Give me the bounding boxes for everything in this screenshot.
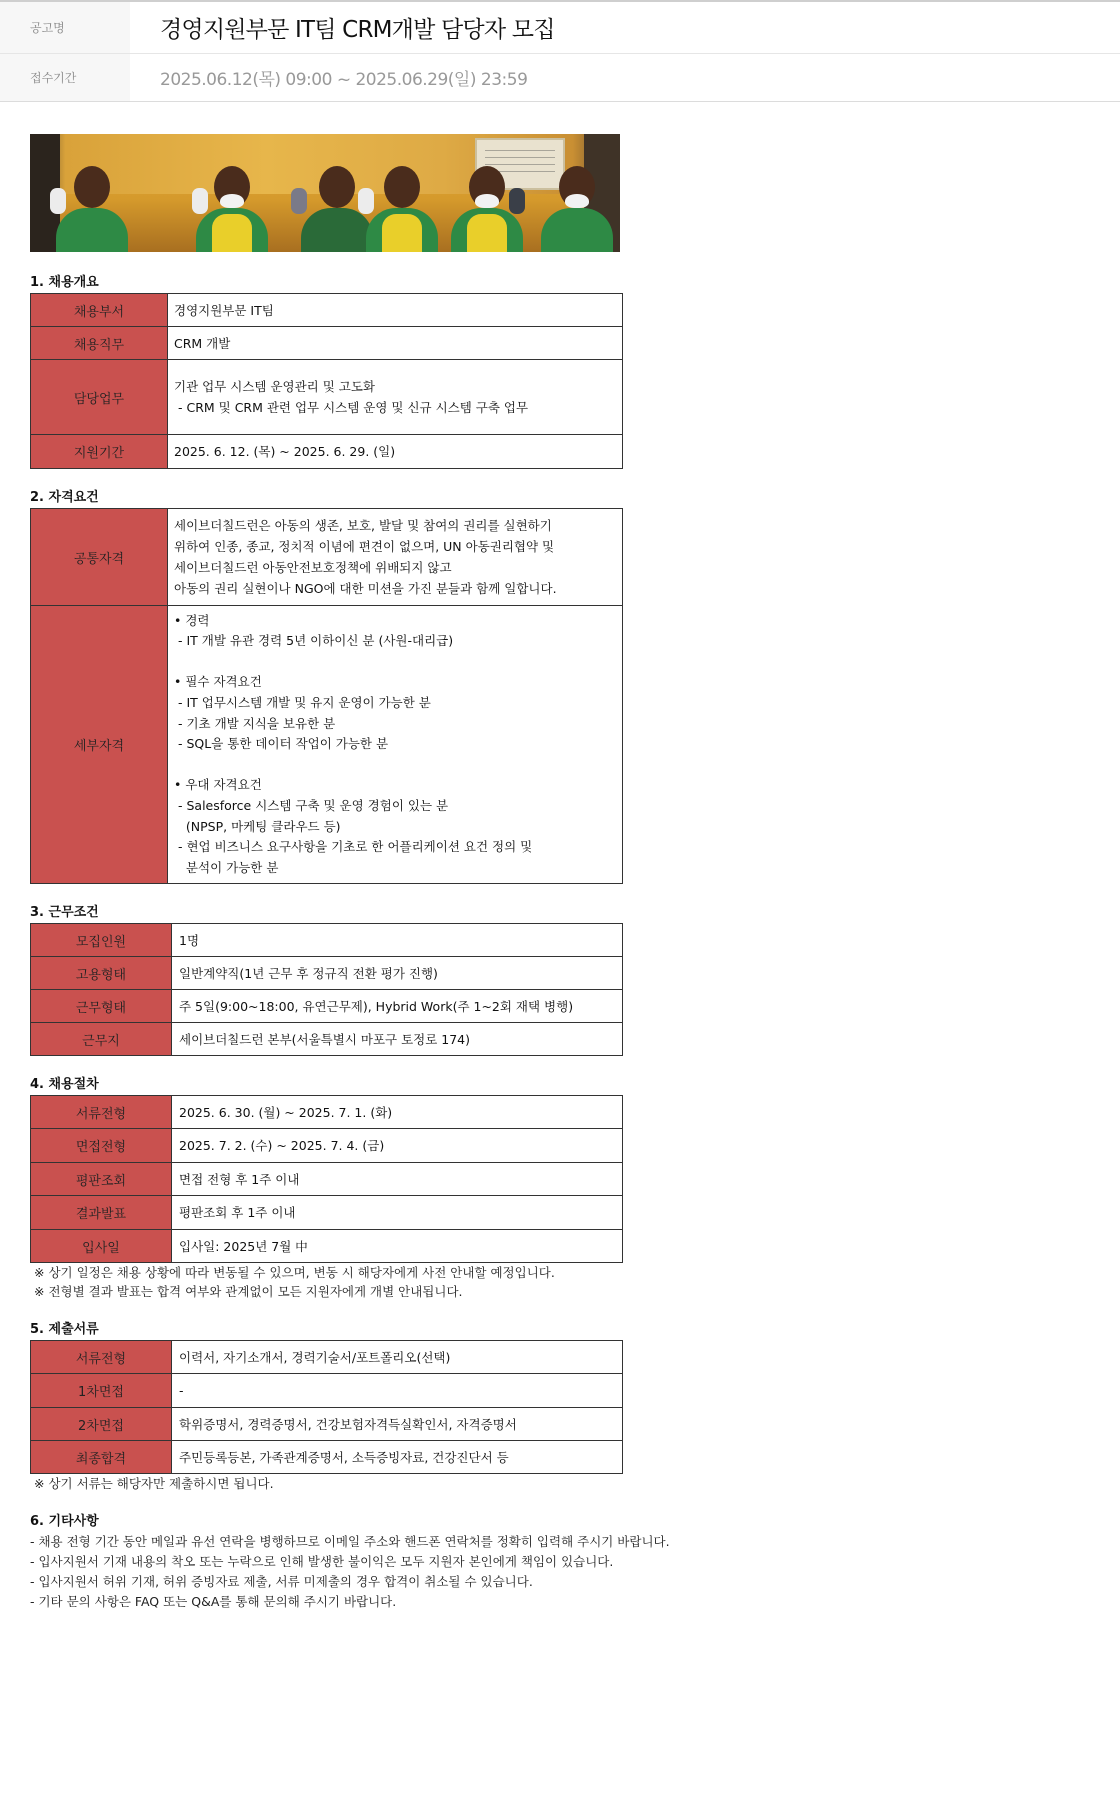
row-header: 채용부서 xyxy=(31,294,168,327)
table-row xyxy=(31,360,623,435)
detail-line: - 현업 비즈니스 요구사항을 기초로 한 어플리케이션 요건 정의 및 xyxy=(174,839,533,855)
row-header: 결과발표 xyxy=(31,1196,172,1230)
detail-line: - SQL을 통한 데이터 작업이 가능한 분 xyxy=(174,736,389,752)
misc-line: - 입사지원서 기재 내용의 착오 또는 누락으로 인해 발생한 불이익은 모두 지원자 본인에게 책임이 있습니다. xyxy=(30,1554,614,1569)
table-row xyxy=(31,435,623,469)
posting-title-label: 공고명 xyxy=(0,2,130,53)
detail-line: - IT 업무시스템 개발 및 유지 운영이 가능한 분 xyxy=(174,695,431,711)
table-row xyxy=(31,957,623,990)
working-conditions-table xyxy=(30,923,623,1056)
common-qualification-line: 아동의 권리 실현이나 NGO에 대한 미션을 가진 분들과 함께 일합니다. xyxy=(174,581,557,596)
row-value: 주민등록등본, 가족관계증명서, 소득증빙자료, 건강진단서 등 xyxy=(172,1441,623,1474)
detail-line: - Salesforce 시스템 구축 및 운영 경험이 있는 분 xyxy=(174,797,449,813)
table-row xyxy=(31,1196,623,1230)
banner-image xyxy=(30,134,620,252)
schedule-note: ※ 상기 일정은 채용 상황에 따라 변동될 수 있으며, 변동 시 해당자에게 사전 안내할 예정입니다. xyxy=(34,1265,555,1280)
row-header: 공통자격 xyxy=(31,509,168,606)
table-row xyxy=(31,1441,623,1474)
row-header: 1차면접 xyxy=(31,1374,172,1408)
row-header: 담당업무 xyxy=(31,360,168,435)
row-header: 서류전형 xyxy=(31,1096,172,1129)
row-value: 2025. 6. 30. (월) ~ 2025. 7. 1. (화) xyxy=(172,1096,623,1129)
row-header: 입사일 xyxy=(31,1230,172,1263)
row-header: 지원기간 xyxy=(31,435,168,469)
table-row xyxy=(31,1230,623,1263)
table-row xyxy=(31,1129,623,1163)
row-header: 서류전형 xyxy=(31,1341,172,1374)
row-value: 1명 xyxy=(172,924,623,957)
table-row xyxy=(31,1163,623,1196)
documents-note: ※ 상기 서류는 해당자만 제출하시면 됩니다. xyxy=(34,1476,274,1491)
posting-title-row xyxy=(0,2,1120,54)
row-header: 평판조회 xyxy=(31,1163,172,1196)
table-row xyxy=(31,1096,623,1129)
row-header: 2차면접 xyxy=(31,1408,172,1441)
table-row xyxy=(31,1374,623,1408)
duty-line: 기관 업무 시스템 운영관리 및 고도화 xyxy=(174,379,375,394)
row-value: 주 5일(9:00~18:00, 유연근무제), Hybrid Work(주 1~2회 재택 병행) xyxy=(172,990,623,1023)
required-documents-table xyxy=(30,1340,623,1474)
table-row xyxy=(31,1341,623,1374)
table-row xyxy=(31,294,623,327)
row-value: 2025. 6. 12. (목) ~ 2025. 6. 29. (일) xyxy=(168,435,623,469)
detail-line: • 필수 자격요건 xyxy=(174,674,262,690)
section-5-title: 5. 제출서류 xyxy=(30,1322,99,1337)
detail-line xyxy=(174,755,616,776)
row-value: 2025. 7. 2. (수) ~ 2025. 7. 4. (금) xyxy=(172,1129,623,1163)
row-value: 이력서, 자기소개서, 경력기술서/포트폴리오(선택) xyxy=(172,1341,623,1374)
row-value: 경영지원부문 IT팀 xyxy=(168,294,623,327)
section-2-title: 2. 자격요건 xyxy=(30,490,99,505)
detail-line: • 우대 자격요건 xyxy=(174,777,262,793)
table-row xyxy=(31,1023,623,1056)
section-3-title: 3. 근무조건 xyxy=(30,905,99,920)
posting-title: 경영지원부문 IT팀 CRM개발 담당자 모집 xyxy=(160,17,555,43)
row-value: 입사일: 2025년 7월 中 xyxy=(172,1230,623,1263)
table-row xyxy=(31,509,623,606)
row-header: 면접전형 xyxy=(31,1129,172,1163)
detail-line: 분석이 가능한 분 xyxy=(174,859,279,875)
application-period-label: 접수기간 xyxy=(0,54,130,101)
table-row xyxy=(31,1408,623,1441)
row-value: 세이브더칠드런 본부(서울특별시 마포구 토정로 174) xyxy=(172,1023,623,1056)
detail-line: (NPSP, 마케팅 클라우드 등) xyxy=(174,818,341,834)
application-period-row xyxy=(0,54,1120,102)
row-header: 근무형태 xyxy=(31,990,172,1023)
misc-line: - 채용 전형 기간 동안 메일과 유선 연락을 병행하므로 이메일 주소와 핸드폰 연락처를 정확히 입력해 주시기 바랍니다. xyxy=(30,1534,670,1549)
row-header: 모집인원 xyxy=(31,924,172,957)
row-value xyxy=(168,360,623,435)
table-row xyxy=(31,606,623,884)
row-header: 근무지 xyxy=(31,1023,172,1056)
recruitment-process-table xyxy=(30,1095,623,1263)
common-qualification-line: 세이브더칠드런은 아동의 생존, 보호, 발달 및 참여의 권리를 실현하기 xyxy=(174,518,552,533)
row-header: 고용형태 xyxy=(31,957,172,990)
section-4-title: 4. 채용절차 xyxy=(30,1077,99,1092)
common-qualification-line: 세이브더칠드런 아동안전보호정책에 위배되지 않고 xyxy=(174,560,452,575)
row-value: 학위증명서, 경력증명서, 건강보험자격득실확인서, 자격증명서 xyxy=(172,1408,623,1441)
row-value xyxy=(168,509,623,606)
row-value: - xyxy=(172,1374,623,1408)
row-header: 최종합격 xyxy=(31,1441,172,1474)
row-value: 평판조회 후 1주 이내 xyxy=(172,1196,623,1230)
posting-body xyxy=(30,134,1090,1612)
qualification-table xyxy=(30,508,623,884)
row-header: 세부자격 xyxy=(31,606,168,884)
section-6-title: 6. 기타사항 xyxy=(30,1514,99,1529)
detail-line: - 기초 개발 지식을 보유한 분 xyxy=(174,715,336,731)
duty-line: - CRM 및 CRM 관련 업무 시스템 운영 및 신규 시스템 구축 업무 xyxy=(174,400,529,415)
table-row xyxy=(31,327,623,360)
row-header: 채용직무 xyxy=(31,327,168,360)
recruitment-overview-table xyxy=(30,293,623,469)
row-value: CRM 개발 xyxy=(168,327,623,360)
table-row xyxy=(31,990,623,1023)
misc-line: - 기타 문의 사항은 FAQ 또는 Q&A를 통해 문의해 주시기 바랍니다. xyxy=(30,1594,397,1609)
detail-line xyxy=(174,652,616,673)
row-value: 면접 전형 후 1주 이내 xyxy=(172,1163,623,1196)
row-value: 일반계약직(1년 근무 후 정규직 전환 평가 진행) xyxy=(172,957,623,990)
section-1-title: 1. 채용개요 xyxy=(30,275,99,290)
common-qualification-line: 위하여 인종, 종교, 정치적 이념에 편견이 없으며, UN 아동권리협약 및 xyxy=(174,539,555,554)
table-row xyxy=(31,924,623,957)
detail-line: • 경력 xyxy=(174,612,210,628)
detail-line: - IT 개발 유관 경력 5년 이하이신 분 (사원-대리급) xyxy=(174,633,454,649)
misc-line: - 입사지원서 허위 기재, 허위 증빙자료 제출, 서류 미제출의 경우 합격이 취소될 수 있습니다. xyxy=(30,1574,533,1589)
result-note: ※ 전형별 결과 발표는 합격 여부와 관계없이 모든 지원자에게 개별 안내됩니다. xyxy=(34,1284,463,1299)
application-period: 2025.06.12(목) 09:00 ~ 2025.06.29(일) 23:59 xyxy=(160,70,528,90)
row-value xyxy=(168,606,623,884)
